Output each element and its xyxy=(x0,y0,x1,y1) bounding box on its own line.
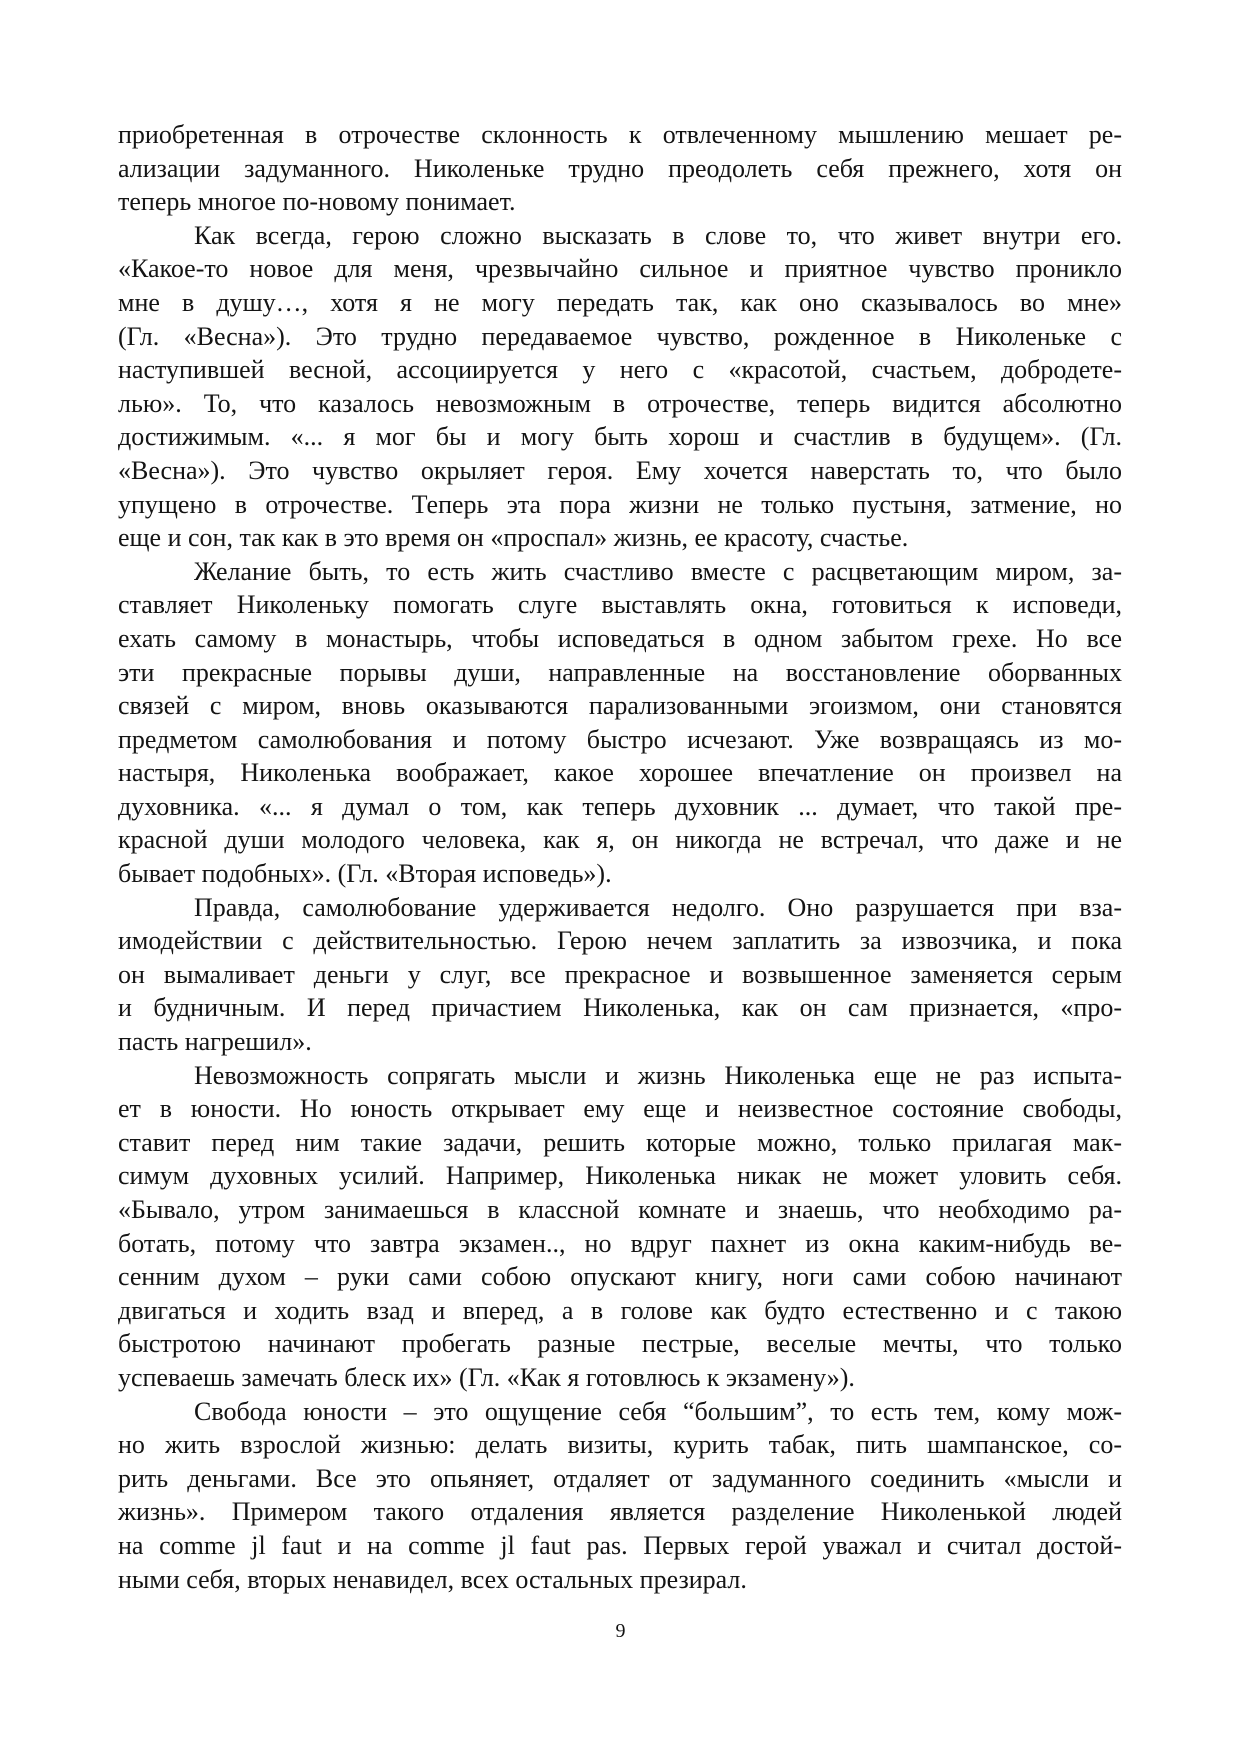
paragraph xyxy=(118,1059,1122,1395)
text-line: Невозможность сопрягать мысли и жизнь Николенька еще не раз испыта- xyxy=(194,1060,1122,1090)
text-line: симум духовных усилий. Например, Николенька никак не может уловить себя. xyxy=(118,1161,1122,1191)
text-line: ализации задуманного. Николеньке трудно преодолеть себя прежнего, хотя он xyxy=(118,153,1122,183)
text-line: бывает подобных». (Гл. «Вторая исповедь»). xyxy=(118,859,612,889)
text-line: ет в юности. Но юность открывает ему еще и неизвестное состояние свободы, xyxy=(118,1094,1122,1124)
text-line: ехать самому в монастырь, чтобы исповедаться в одном забытом грехе. Но все xyxy=(118,623,1122,653)
text-line: и будничным. И перед причастием Николенька, как он сам признается, «про- xyxy=(118,993,1122,1023)
paragraph xyxy=(118,118,1122,219)
text-line: настыря, Николенька воображает, какое хорошее впечатление он произвел на xyxy=(118,758,1122,788)
text-line: ставляет Николеньку помогать слуге выставлять окна, готовиться к исповеди, xyxy=(118,590,1122,620)
text-line: мне в душу…, хотя я не могу передать так, как оно сказывалось во мне» xyxy=(118,287,1122,317)
text-line: приобретенная в отрочестве склонность к отвлеченному мышлению мешает ре- xyxy=(118,120,1122,149)
text-line: но жить взрослой жизнью: делать визиты, курить табак, пить шампанское, со- xyxy=(118,1430,1122,1460)
text-line: красной души молодого человека, как я, он никогда не встречал, что даже и не xyxy=(118,825,1122,855)
text-line: быстротою начинают пробегать разные пестрые, веселые мечты, что только xyxy=(118,1329,1122,1359)
text-line: теперь многое по-новому понимает. xyxy=(118,187,516,217)
text-line: «Бывало, утром занимаешься в классной комнате и знаешь, что необходимо ра- xyxy=(118,1195,1122,1224)
text-line: двигаться и ходить взад и вперед, а в голове как будто естественно и с такою xyxy=(118,1295,1122,1325)
text-line: еще и сон, так как в это время он «проспал» жизнь, ее красоту, счастье. xyxy=(118,523,909,553)
text-line: предметом самолюбования и потому быстро исчезают. Уже возвращаясь из мо- xyxy=(118,724,1122,754)
text-line: имодействии с действительностью. Герою нечем заплатить за извозчика, и пока xyxy=(118,926,1122,956)
paragraph xyxy=(118,1395,1122,1597)
text-line: он вымаливает деньги у слуг, все прекрасное и возвышенное заменяется серым xyxy=(118,959,1122,989)
page-number: 9 xyxy=(615,1620,626,1642)
text-line: ставит перед ним такие задачи, решить которые можно, только прилагая мак- xyxy=(118,1127,1122,1157)
text-line: упущено в отрочестве. Теперь эта пора жизни не только пустыня, затмение, но xyxy=(118,489,1122,519)
text-line: успеваешь замечать блеск их» (Гл. «Как я готовлюсь к экзамену»). xyxy=(118,1362,855,1392)
text-line: Желание быть, то есть жить счастливо вместе с расцветающим миром, за- xyxy=(194,556,1122,586)
text-line: сенним духом – руки сами собою опускают книгу, ноги сами собою начинают xyxy=(118,1262,1122,1292)
text-line: лью». То, что казалось невозможным в отрочестве, теперь видится абсолютно xyxy=(118,388,1122,418)
text-line: духовника. «... я думал о том, как теперь духовник ... думает, что такой пре- xyxy=(118,791,1122,821)
paragraph xyxy=(118,555,1122,891)
text-line: эти прекрасные порывы души, направленные на восстановление оборванных xyxy=(118,657,1122,687)
paragraph xyxy=(118,891,1122,1059)
text-line: Правда, самолюбование удерживается недолго. Оно разрушается при вза- xyxy=(194,892,1122,922)
text-line: наступившей весной, ассоциируется у него с «красотой, счастьем, добродете- xyxy=(118,355,1122,385)
text-line: «Весна»). Это чувство окрыляет героя. Ему хочется наверстать то, что было xyxy=(118,455,1122,485)
text-line: Свобода юности – это ощущение себя “большим”, то есть тем, кому мож- xyxy=(194,1396,1122,1426)
text-line: ботать, потому что завтра экзамен.., но вдруг пахнет из окна каким-нибудь ве- xyxy=(118,1228,1122,1258)
paragraph xyxy=(118,219,1122,555)
text-line: Как всегда, герою сложно высказать в слове то, что живет внутри его. xyxy=(194,220,1122,250)
text-line: на comme jl faut и на comme jl faut pas. Первых герой уважал и считал достой- xyxy=(118,1530,1122,1560)
text-line: связей с миром, вновь оказываются парализованными эгоизмом, они становятся xyxy=(118,691,1122,721)
text-line: рить деньгами. Все это опьяняет, отдаляет от задуманного соединить «мысли и xyxy=(118,1463,1122,1493)
text-line: ными себя, вторых ненавидел, всех остальных презирал. xyxy=(118,1564,747,1594)
text-line: пасть нагрешил». xyxy=(118,1027,312,1057)
text-line: «Какое-то новое для меня, чрезвычайно сильное и приятное чувство проникло xyxy=(118,254,1122,284)
text-line: (Гл. «Весна»). Это трудно передаваемое чувство, рожденное в Николеньке с xyxy=(118,321,1122,351)
text-line: жизнь». Примером такого отдаления является разделение Николенькой людей xyxy=(118,1497,1122,1527)
body-text xyxy=(118,118,1122,1596)
text-line: достижимым. «... я мог бы и могу быть хорош и счастлив в будущем». (Гл. xyxy=(118,422,1122,452)
